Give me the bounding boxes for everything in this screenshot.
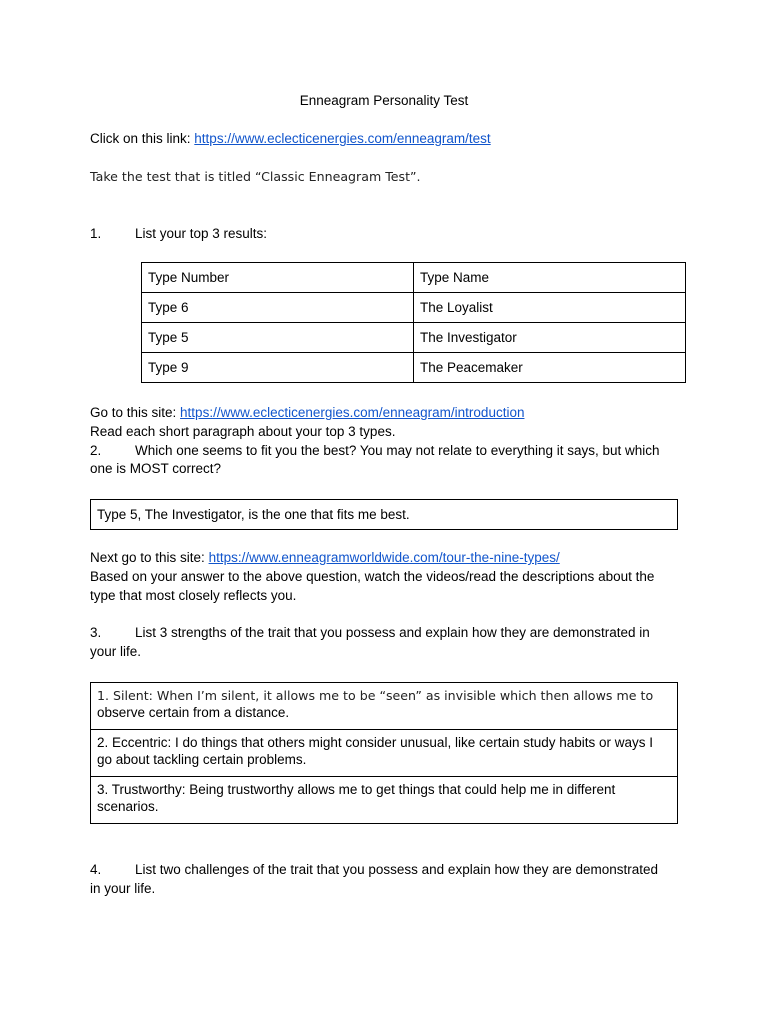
question-3-number: 3.	[90, 625, 102, 640]
strength-3-line1: 3. Trustworthy: Being trustworthy allows me to get things that could help me in different	[97, 782, 616, 797]
goto-site-line	[90, 404, 524, 422]
question-2	[90, 442, 660, 460]
table-header-row	[142, 263, 686, 293]
question-4	[90, 861, 658, 879]
strength-answer-2[interactable]	[91, 730, 677, 777]
strength-3-line2: scenarios.	[97, 799, 159, 814]
question-2-text-cont: one is MOST correct?	[90, 461, 222, 476]
strengths-answer-box	[90, 682, 678, 824]
strength-answer-3[interactable]	[91, 777, 677, 823]
question-1	[90, 225, 267, 243]
test-link[interactable]: https://www.eclecticenergies.com/enneagram/test	[194, 131, 491, 146]
nine-types-link[interactable]: https://www.enneagramworldwide.com/tour-the-nine-types/	[208, 550, 560, 565]
type-number-cell: Type 6	[142, 293, 414, 323]
strength-answer-1[interactable]	[91, 683, 677, 730]
based-on-answer-line1: Based on your answer to the above question, watch the videos/read the descriptions about the	[90, 569, 655, 584]
answer-2-box[interactable]	[90, 499, 678, 530]
question-3	[90, 624, 650, 642]
answer-2-text: Type 5, The Investigator, is the one that fits me best.	[97, 507, 410, 522]
question-1-text: List your top 3 results:	[135, 226, 268, 241]
strength-1-line2: observe certain from a distance.	[97, 705, 290, 720]
header-type-number: Type Number	[142, 263, 414, 293]
strength-2-line2: go about tackling certain problems.	[97, 752, 307, 767]
strength-2-line1: 2. Eccentric: I do things that others might consider unusual, like certain study habits or ways I	[97, 735, 654, 750]
header-type-name: Type Name	[414, 263, 686, 293]
based-on-answer-line2: type that most closely reflects you.	[90, 588, 297, 603]
table-row	[142, 353, 686, 383]
question-2-number: 2.	[90, 443, 102, 458]
next-site-prefix: Next go to this site:	[90, 550, 209, 565]
page-title: Enneagram Personality Test	[299, 93, 469, 108]
read-paragraph-instruction: Read each short paragraph about your top 3 types.	[90, 424, 396, 439]
next-site-line	[90, 549, 560, 567]
table-row	[142, 323, 686, 353]
type-name-cell: The Peacemaker	[414, 353, 686, 383]
question-2-text: Which one seems to fit you the best? You may not relate to everything it says, but which	[135, 443, 660, 458]
table-row	[142, 293, 686, 323]
type-name-cell: The Investigator	[414, 323, 686, 353]
question-3-text-cont: your life.	[90, 644, 142, 659]
question-4-text: List two challenges of the trait that you possess and explain how they are demonstrated	[135, 862, 659, 877]
question-4-text-cont: in your life.	[90, 881, 156, 896]
click-link-prefix: Click on this link:	[90, 131, 195, 146]
take-test-instruction: Take the test that is titled “Classic Enneagram Test”.	[90, 169, 421, 184]
results-table	[141, 262, 686, 383]
type-name-cell: The Loyalist	[414, 293, 686, 323]
goto-site-prefix: Go to this site:	[90, 405, 181, 420]
question-3-text: List 3 strengths of the trait that you possess and explain how they are demonstrated in	[135, 625, 650, 640]
strength-1-line1: 1. Silent: When I’m silent, it allows me to be “seen” as invisible which then allows me to	[97, 688, 654, 703]
introduction-link[interactable]: https://www.eclecticenergies.com/enneagram/introduction	[180, 405, 525, 420]
type-number-cell: Type 9	[142, 353, 414, 383]
question-1-number: 1.	[90, 226, 102, 241]
type-number-cell: Type 5	[142, 323, 414, 353]
click-link-line	[90, 130, 491, 148]
question-4-number: 4.	[90, 862, 102, 877]
